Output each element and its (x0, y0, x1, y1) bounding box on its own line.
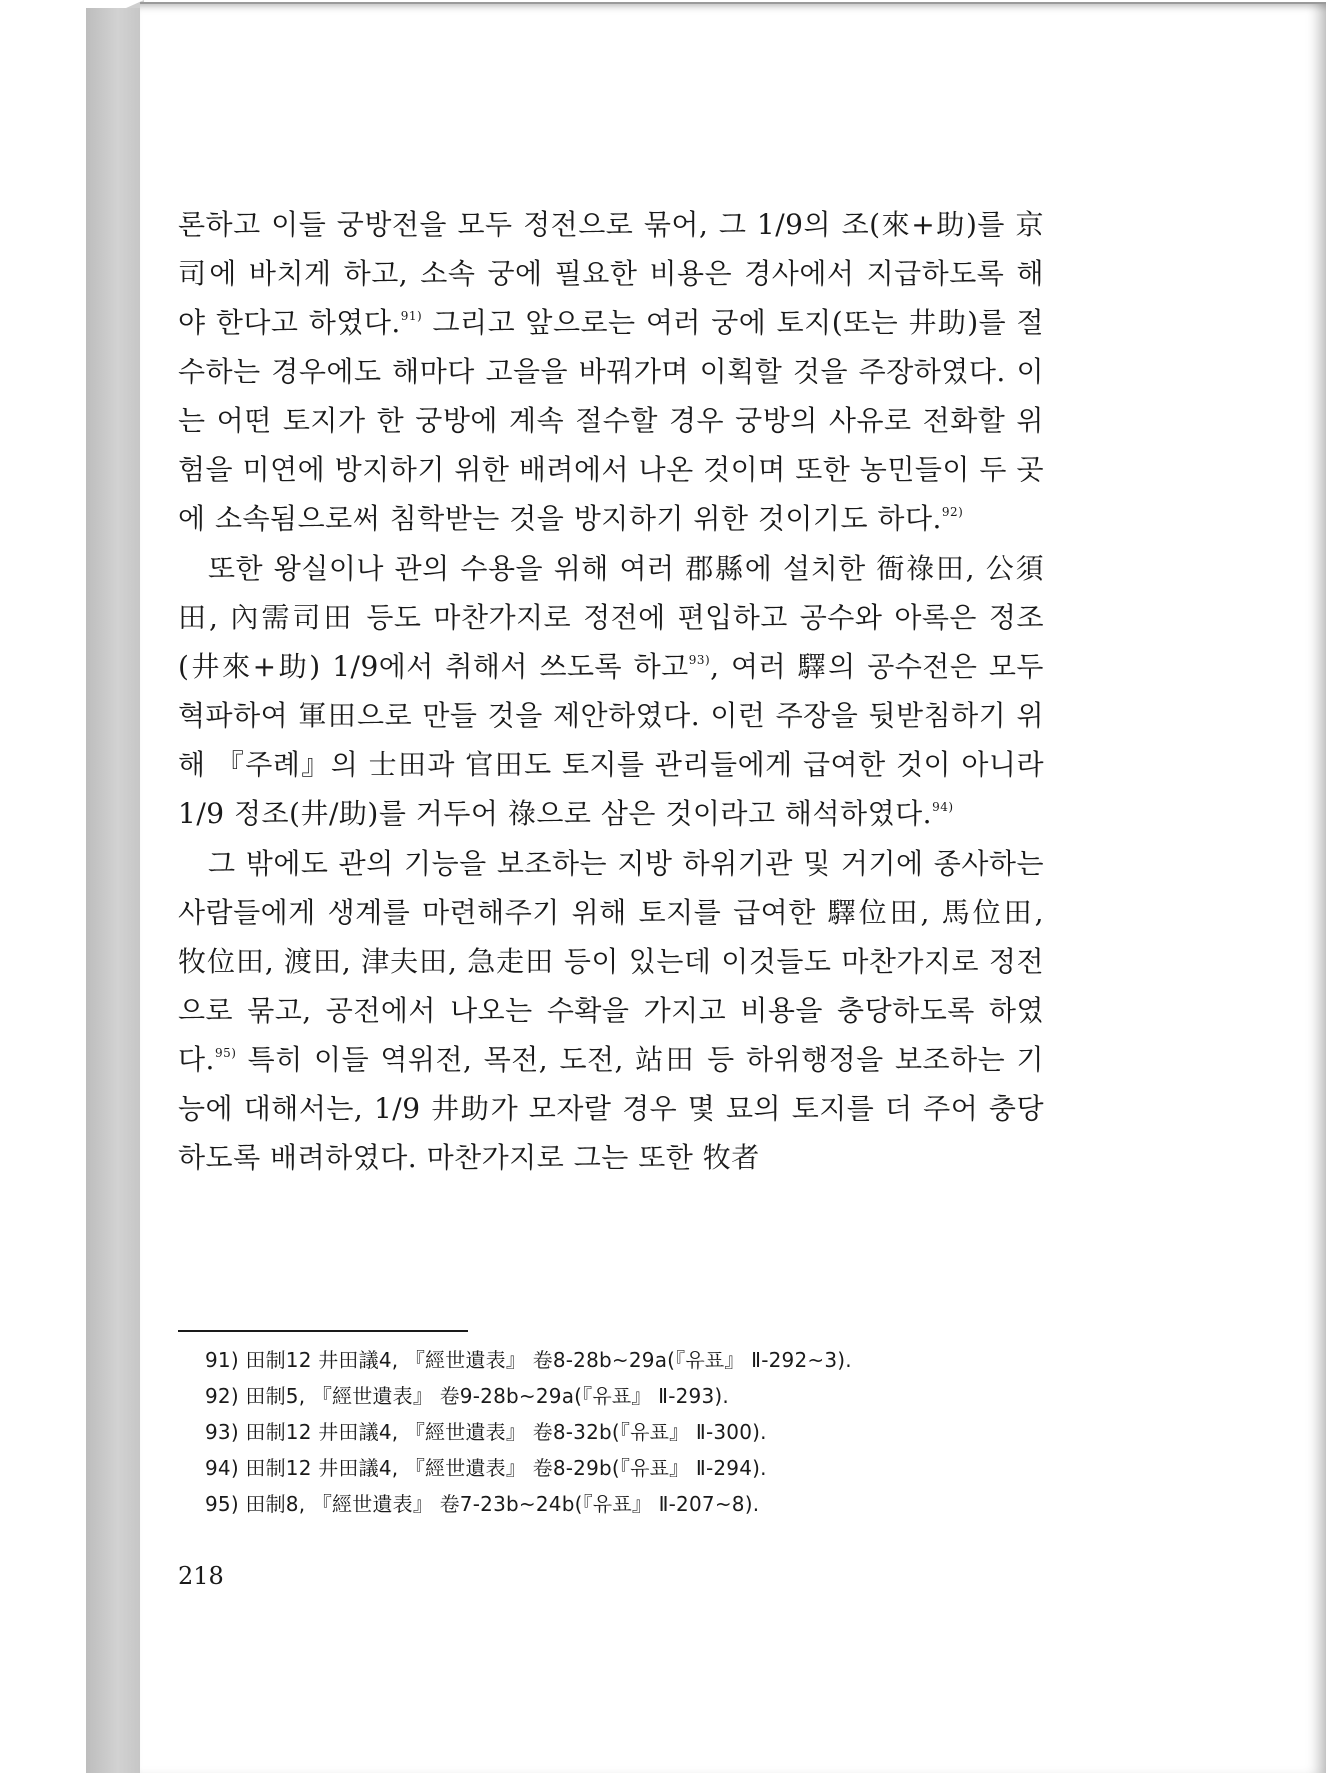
footnote-ref-92: 92) (941, 504, 964, 519)
footnote-92: 92) 田制5, 『經世遺表』 卷9-28b~29a(『유표』 Ⅱ-293). (205, 1384, 729, 1408)
footnote-ref-94: 94) (932, 799, 954, 814)
paragraph-text: , 여러 驛의 공수전은 모두 혁파하여 軍田으로 만들 것을 제안하였다. 이런 주장을 뒷받침하기 위해 『주례』의 士田과 官田도 토지를 관리들에게 급여한 것이 아니라 1/9 정조(井/助)를 거두어 祿으로 삼은 것이라고 해석하였다. (178, 650, 1044, 830)
footnote-93: 93) 田制12 井田議4, 『經世遺表』 卷8-32b(『유표』 Ⅱ-300). (205, 1420, 767, 1444)
paragraph-2 (178, 544, 1044, 838)
paragraph-text: 특히 이들 역위전, 목전, 도전, 站田 등 하위행정을 보조하는 기능에 대해서는, 1/9 井助가 모자랄 경우 몇 묘의 토지를 더 주어 충당하도록 배려하였다. 마찬가지로 그는 또한 牧者 (178, 1043, 1044, 1174)
footnote-ref-91: 91) (400, 308, 423, 323)
footnote-94: 94) 田制12 井田議4, 『經世遺表』 卷8-29b(『유표』 Ⅱ-294). (205, 1456, 767, 1480)
paragraph-text: 그 밖에도 관의 기능을 보조하는 지방 하위기관 및 거기에 종사하는 사람들에게 생계를 마련해주기 위해 토지를 급여한 驛位田, 馬位田, 牧位田, 渡田, 津夫田, 急走田 등이 있는데 이것들도 마찬가지로 정전으로 묶고, 공전에서 나오는 수확을 가지고 비용을 충당하도록 하였다. (178, 847, 1044, 1076)
body-text (178, 200, 1044, 1182)
paragraph-text: 또한 왕실이나 관의 수용을 위해 여러 郡縣에 설치한 衙祿田, 公須田, 內需司田 등도 마찬가지로 정전에 편입하고 공수와 아록은 정조(井來+助) 1/9에서 취해서 쓰도록 하고 (178, 552, 1044, 683)
paragraph-1 (178, 200, 1044, 543)
footnote-95: 95) 田制8, 『經世遺表』 卷7-23b~24b(『유표』 Ⅱ-207~8). (205, 1492, 760, 1516)
footnotes-list (205, 1342, 1025, 1522)
footnote-ref-95: 95) (214, 1045, 237, 1060)
page-number: 218 (178, 1562, 224, 1590)
footnote-91: 91) 田制12 井田議4, 『經世遺表』 卷8-28b~29a(『유표』 Ⅱ-292~3). (205, 1348, 852, 1372)
paragraph-text: 론하고 이들 궁방전을 모두 정전으로 묶어, 그 1/9의 조(來+助)를 京司에 바치게 하고, 소속 궁에 필요한 비용은 경사에서 지급하도록 해야 한다고 하였다. (178, 208, 1044, 339)
footnote-ref-93: 93) (688, 652, 711, 667)
paragraph-3 (178, 839, 1044, 1182)
paragraph-text: 그리고 앞으로는 여러 궁에 토지(또는 井助)를 절수하는 경우에도 해마다 고을을 바꿔가며 이획할 것을 주장하였다. 이는 어떤 토지가 한 궁방에 계속 절수할 경우 궁방의 사유로 전화할 위험을 미연에 방지하기 위한 배려에서 나온 것이며 또한 농민들이 두 곳에 소속됨으로써 침학받는 것을 방지하기 위한 것이기도 하다. (178, 306, 1045, 535)
footnote-divider (178, 1330, 468, 1332)
book-spine (86, 8, 144, 1773)
